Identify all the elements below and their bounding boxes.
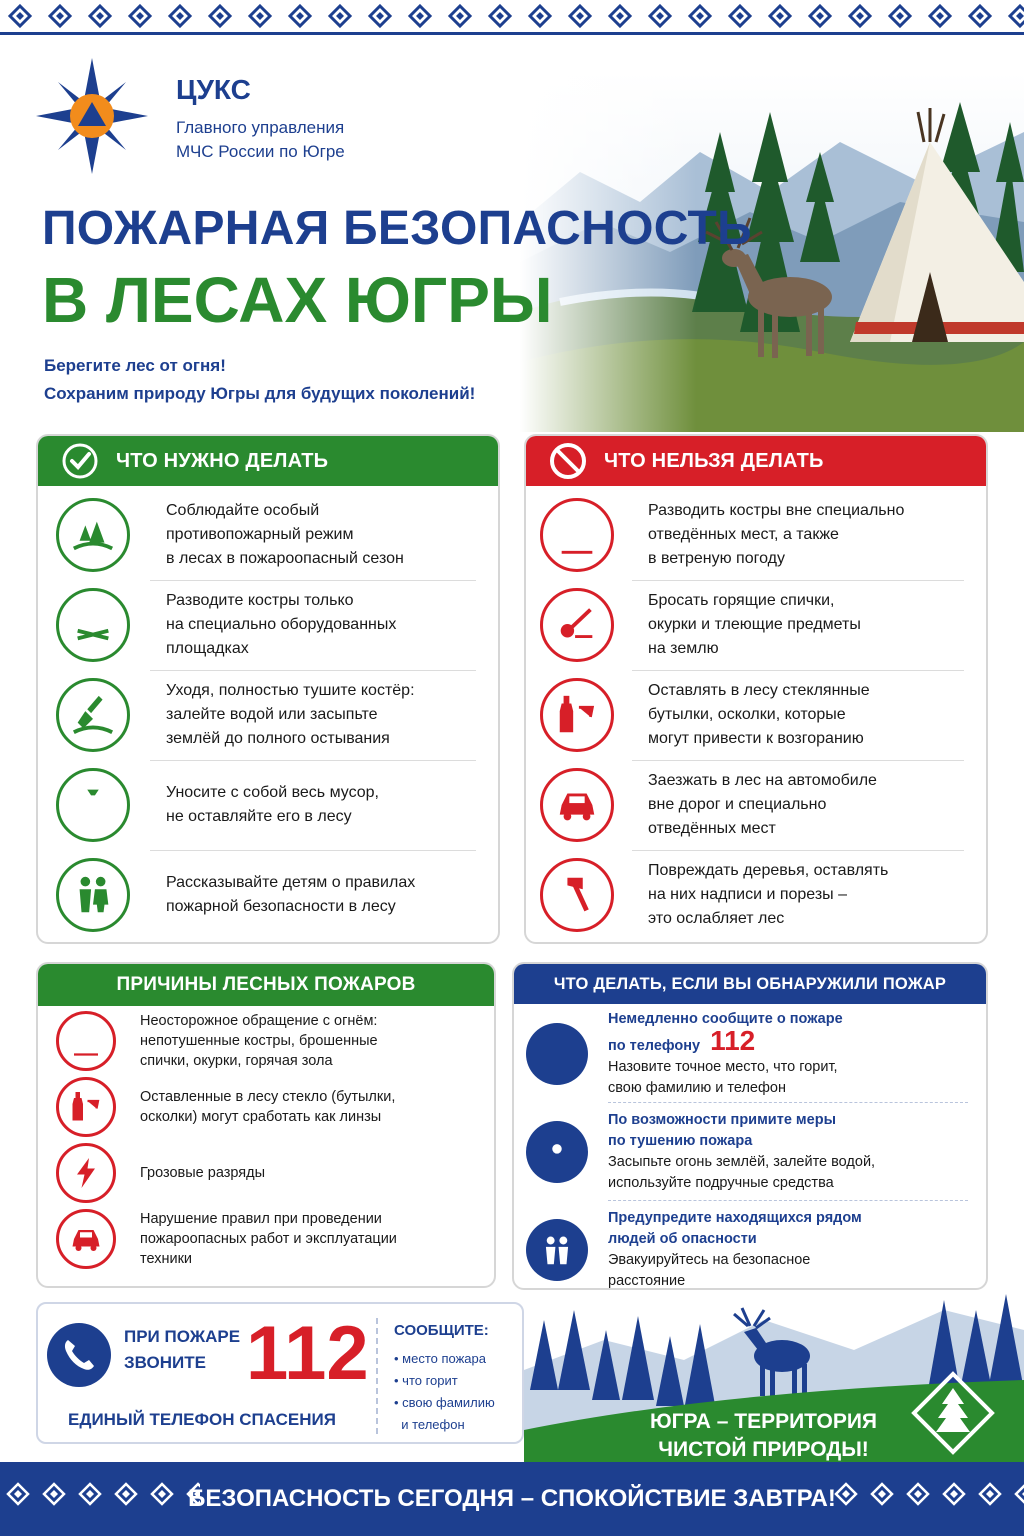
item-text [140,1209,397,1269]
call-box-line1: ПРИ ПОЖАРЕ [124,1327,241,1346]
icon-badge [540,498,614,572]
row-divider [608,1102,968,1103]
prohibited-icon [548,441,588,481]
icon-badge [56,1209,116,1269]
item-text-line: в лесах в пожароопасный сезон [166,550,404,567]
dont-panel [524,434,988,944]
bullet-icon: • [394,1373,403,1388]
motto [44,352,475,408]
check-circle-icon [60,441,100,481]
icon-badge [526,1219,588,1281]
item-text [166,679,415,751]
step-title-line1: По возможности примите меры [608,1112,836,1128]
step-detail-line: расстояние [608,1273,686,1289]
item-text-line: пожароопасных работ и эксплуатации [140,1231,397,1247]
step-title-line2-text: людей об опасности [608,1231,757,1247]
call-box-number: 112 [246,1311,369,1396]
item-text [166,781,379,829]
item-text [648,499,904,571]
children-icon [70,872,116,918]
icon-badge [526,1121,588,1183]
item-text-line: в ветреную погоду [648,550,785,567]
icon-badge [56,1143,116,1203]
step-detail-line: Назовите точное место, что горит, [608,1059,838,1075]
cause-item [38,1008,494,1074]
item-text-line: пожарной безопасности в лесу [166,898,396,915]
icon-badge [540,858,614,932]
page-title-line2: В ЛЕСАХ ЮГРЫ [42,264,553,336]
item-text [140,1163,265,1183]
shovel-icon [70,692,116,738]
item-text-line: вне дорог и специально [648,796,827,813]
report-item-text: что горит [402,1373,458,1388]
item-text [648,769,877,841]
item-text-line: окурки и тлеющие предметы [648,616,861,633]
axe-icon [554,872,600,918]
item-text-line: Разводите костры только [166,592,354,609]
icon-badge [56,1011,116,1071]
found-fire-step [514,1006,986,1102]
item-text-line: залейте водой или засыпьте [166,706,378,723]
yugra-emblem-icon [910,1370,996,1456]
item-text-line: на землю [648,640,719,657]
bullet-icon: • [394,1351,403,1366]
dont-panel-title: ЧТО НЕЛЬЗЯ ДЕЛАТЬ [604,449,824,472]
location-icon [538,1133,576,1171]
item-text-line: отведённых мест [648,820,776,837]
region-slogan [650,1408,877,1464]
step-text [608,1009,843,1099]
item-text-line: площадках [166,640,249,657]
item-text [140,1087,395,1127]
item-text [140,1011,378,1071]
item-text-line: это ослабляет лес [648,910,785,927]
dont-item [526,670,986,760]
do-item [38,490,498,580]
fire-icon [554,512,600,558]
call-box-line2: ЗВОНИТЕ [124,1353,206,1372]
step-detail-line: свою фамилию и телефон [608,1080,787,1096]
item-text-line: могут привести к возгоранию [648,730,864,747]
cause-item [38,1140,494,1206]
icon-badge [56,588,130,662]
bottle-icon [68,1089,104,1125]
do-panel-title: ЧТО НУЖНО ДЕЛАТЬ [116,449,329,472]
step-title-line1: Предупредите находящихся рядом [608,1210,862,1226]
item-text-line: противопожарный режим [166,526,354,543]
item-text-line: Неосторожное обращение с огнём: [140,1013,378,1029]
do-item [38,850,498,940]
dont-item [526,580,986,670]
footer-slogan: БЕЗОПАСНОСТЬ СЕГОДНЯ – СПОКОЙСТВИЕ ЗАВТРА! [188,1485,836,1512]
icon-badge [540,678,614,752]
brand-subtitle-line1: Главного управления [176,118,345,137]
mchs-emblem-icon [34,56,150,176]
item-text-line: спички, окурки, горячая зола [140,1053,333,1069]
bottle-icon [554,692,600,738]
item-text-line: Рассказывайте детям о правилах [166,874,416,891]
item-text [166,499,404,571]
call-box-heading [124,1324,240,1376]
step-title-line1: Немедленно сообщите о пожаре [608,1011,843,1027]
report-item [394,1414,495,1436]
brand-subtitle [176,116,456,164]
call-box-caption: ЕДИНЫЙ ТЕЛЕФОН СПАСЕНИЯ [68,1410,336,1429]
icon-badge [540,768,614,842]
icon-badge [56,768,130,842]
emergency-number: 112 [710,1025,756,1056]
region-slogan-line1: ЮГРА – ТЕРРИТОРИЯ [650,1410,878,1433]
step-detail-line: Эвакуируйтесь на безопасное [608,1252,811,1268]
car-icon [554,782,600,828]
mchs-brand-block [34,56,454,176]
brand-name: ЦУКС [176,74,251,105]
causes-panel-header [38,964,494,1006]
match-icon [554,602,600,648]
cause-item [38,1206,494,1272]
report-item-text: и телефон [401,1417,465,1432]
icon-badge [526,1023,588,1085]
fire-icon [68,1023,104,1059]
item-text-line: Оставлять в лесу стеклянные [648,682,870,699]
item-text [166,589,396,661]
item-text-line: на специально оборудованных [166,616,397,633]
people-icon [538,1231,576,1269]
item-text-line: непотушенные костры, брошенные [140,1033,378,1049]
step-title-line2 [608,1025,843,1057]
item-text [648,589,861,661]
call-box-divider [376,1318,378,1434]
icon-badge [56,498,130,572]
causes-panel-title: ПРИЧИНЫ ЛЕСНЫХ ПОЖАРОВ [116,974,416,995]
motto-line2: Сохраним природу Югры для будущих поколений! [44,384,476,403]
item-text-line: Грозовые разряды [140,1165,266,1181]
forest-landscape [524,1280,1024,1464]
report-item-text: место пожара [402,1351,486,1366]
emergency-call-box [36,1302,524,1444]
campfire-icon [70,602,116,648]
item-text-line: Уносите с собой весь мусор, [166,784,379,801]
item-text-line: Нарушение правил при проведении [140,1211,382,1227]
found-fire-step [514,1104,986,1200]
footer-bar [0,1462,1024,1536]
report-list [394,1348,495,1436]
found-fire-panel-header [514,964,986,1004]
item-text-line: Уходя, полностью тушите костёр: [166,682,415,699]
top-ornament-border [0,0,1024,38]
icon-badge [540,588,614,662]
item-text [648,679,870,751]
item-text-line: на них надписи и порезы – [648,886,848,903]
icon-badge [56,1077,116,1137]
found-fire-step [514,1202,986,1290]
report-item [394,1370,495,1392]
item-text-line: Разводить костры вне специально [648,502,905,519]
forest-icon [70,512,116,558]
do-panel-header [38,436,498,486]
icon-badge [56,678,130,752]
causes-panel [36,962,496,1288]
found-fire-panel-title: ЧТО ДЕЛАТЬ, ЕСЛИ ВЫ ОБНАРУЖИЛИ ПОЖАР [553,974,947,993]
item-text-line: техники [140,1251,193,1267]
item-text-line: бутылки, осколки, которые [648,706,846,723]
phone-icon [46,1322,112,1388]
item-text-line: Соблюдайте особый [166,502,320,519]
item-text-line: Повреждать деревья, оставлять [648,862,889,879]
item-text [166,871,415,919]
dont-item [526,760,986,850]
dont-panel-header [526,436,986,486]
item-text-line: не оставляйте его в лесу [166,808,352,825]
item-text-line: осколки) могут сработать как линзы [140,1109,382,1125]
brand-subtitle-line2: МЧС России по Югре [176,142,345,161]
page-title-line1: ПОЖАРНАЯ БЕЗОПАСНОСТЬ [42,202,752,255]
bullet-icon: • [394,1395,403,1410]
region-slogan-line2: ЧИСТОЙ ПРИРОДЫ! [658,1438,869,1461]
item-text-line: Бросать горящие спички, [648,592,835,609]
dont-item [526,490,986,580]
icon-badge [56,858,130,932]
do-item [38,670,498,760]
step-text [608,1208,862,1290]
step-detail-line: Засыпьте огонь землёй, залейте водой, [608,1154,876,1170]
motto-line1: Берегите лес от огня! [44,356,226,375]
car-icon [68,1221,104,1257]
step-detail-line: используйте подручные средства [608,1175,834,1191]
phone-icon [538,1035,576,1073]
item-text-line: землёй до полного остывания [166,730,390,747]
item-text-line: Заезжать в лес на автомобиле [648,772,877,789]
lightning-icon [68,1155,104,1191]
report-item [394,1392,495,1414]
found-fire-panel [512,962,988,1290]
item-text-line: Оставленные в лесу стекло (бутылки, [140,1089,396,1105]
row-divider [608,1200,968,1201]
do-item [38,760,498,850]
do-panel [36,434,500,944]
report-item [394,1348,495,1370]
step-title-line2-text: по тушению пожара [608,1133,753,1149]
report-item-text: свою фамилию [402,1395,495,1410]
step-title-line2 [608,1229,862,1250]
step-title-line2 [608,1131,875,1152]
trash-bag-icon [70,782,116,828]
step-text [608,1110,875,1194]
report-title: СООБЩИТЕ: [394,1322,489,1339]
dont-item [526,850,986,940]
item-text [648,859,888,931]
cause-item [38,1074,494,1140]
do-item [38,580,498,670]
item-text-line: отведённых мест, а также [648,526,839,543]
step-title-line2-text: по телефону [608,1038,701,1054]
